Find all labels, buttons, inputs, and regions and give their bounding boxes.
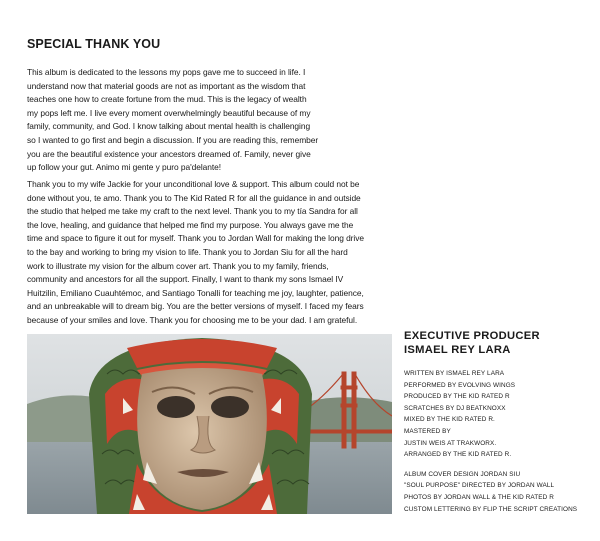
text-line: the love, healing, and guidance that helped me find my purpose. You always gave me the [27,219,354,230]
thanks-paragraph [27,178,582,328]
text-line: teaches one how to create fortune from the mud. This is the legacy of wealth [27,94,307,105]
text-line: to the bay and working to bring my vision to life. Thank you to Jordan Siu for all the hard [27,246,348,257]
credit-line: SCRATCHES BY DJ BEATKNOXX [404,404,506,412]
text-line: the studio that helped me take my craft to the next level. Thank you to my tía Sandra for all [27,206,358,217]
credit-line: MIXED BY THE KID RATED R. [404,416,495,424]
credit-line: MASTERED BY [404,427,451,435]
text-line: done without you, te amo. Thank you to The Kid Rated R for all the guidance in and outside [27,192,361,203]
page-title: SPECIAL THANK YOU [27,37,161,51]
credit-line: ALBUM COVER DESIGN JORDAN SIU [404,470,521,478]
text-line: up follow your gut. Animo mi gente y puro pa'delante! [27,162,222,173]
credits-block [404,329,594,515]
credit-line: JUSTIN WEIS AT TRAKWORX. [404,439,497,447]
text-line: time and space to figure it out for myself. Thank you to Jordan Wall for making the long drive [27,233,364,244]
credit-line: PRODUCED BY THE KID RATED R [404,393,510,401]
credit-line: PHOTOS BY JORDAN WALL & THE KID RATED R [404,493,554,501]
text-line: so I wanted to go first and begin a discussion. If you are reading this, remember [27,134,319,145]
credit-line: ARRANGED BY THE KID RATED R. [404,451,512,459]
credit-line: "SOUL PURPOSE" DIRECTED BY JORDAN WALL [404,482,555,490]
text-line: work to illustrate my vision for the album cover art. Thank you to my family, friends, [27,260,329,271]
text-line: family, community, and God. I know talking about mental health is challenging [27,121,311,132]
text-line: my pops left me. I live every moment overwhelmingly beautiful because of my [27,107,311,118]
executive-producer-heading [404,329,594,357]
design-credit-list [404,469,594,515]
ep-line: EXECUTIVE PRODUCER [404,330,540,342]
text-line: community and ancestors for all the support. Finally, I want to thank my sons Ismael IV [27,274,344,285]
mask-photo [27,334,392,514]
ep-line: ISMAEL REY LARA [404,344,511,356]
credit-line: WRITTEN BY ISMAEL REY LARA [404,370,505,377]
text-line: because of your smiles and love. Thank you for choosing me to be your dad. I am grateful. [27,314,358,325]
credit-line: PERFORMED BY EVOLVING WINGS [404,381,516,389]
text-line: Thank you to my wife Jackie for your unconditional love & support. This album could not be [27,179,360,189]
dedication-paragraph [27,66,582,175]
text-line: you are the beautiful existence your ancestors dreamed of. Family, never give [27,148,311,159]
text-line: understand now that material goods are not as important as the wisdom that [27,80,306,91]
text-line: This album is dedicated to the lessons my pops gave me to succeed in life. I [27,67,306,77]
credit-list [404,368,594,461]
text-line: Huitzilin, Emiliano Cuauhtémoc, and Santiago Tonalli for teaching me joy, laughter, patience, [27,287,364,298]
credit-line: CUSTOM LETTERING BY FLIP THE SCRIPT CREATIONS [404,505,578,513]
text-line: and an unbreakable will to dream big. You are the better versions of myself. I faced my fears [27,301,364,312]
